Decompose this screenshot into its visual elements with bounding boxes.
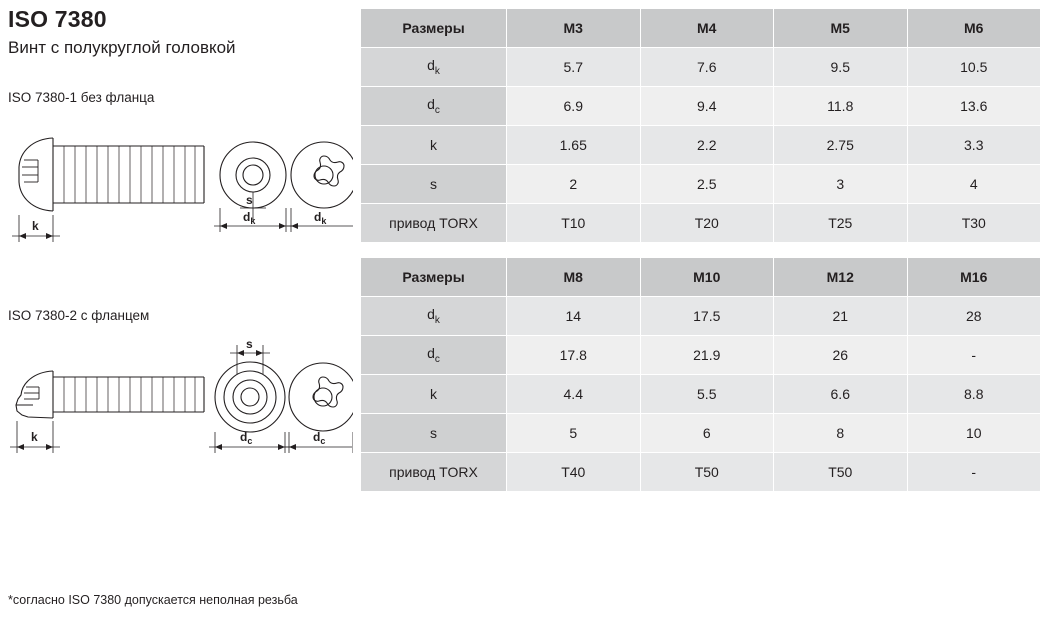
cell-torx-m10: T50 <box>640 453 774 492</box>
dim-label-k-1: k <box>32 219 39 233</box>
row-label-torx-2 <box>361 453 507 492</box>
cell-s-m5: 3 <box>774 165 908 204</box>
cell-dk-m3: 5.7 <box>507 48 641 87</box>
cell-s-m10: 6 <box>640 414 774 453</box>
cell-k-m12: 6.6 <box>774 375 908 414</box>
cell-dc-m12: 26 <box>774 336 908 375</box>
table2-header-m10: M10 <box>640 258 774 297</box>
cell-s-m3: 2 <box>507 165 641 204</box>
table2-header-m16: M16 <box>907 258 1041 297</box>
row-label-torx <box>361 204 507 243</box>
cell-k-m4: 2.2 <box>640 126 774 165</box>
cell-dc-m16: - <box>907 336 1041 375</box>
dim-label-dk-1b: $d_k$ <box>314 210 327 226</box>
row-label-k-text: k <box>430 137 437 153</box>
cell-s-m16: 10 <box>907 414 1041 453</box>
table1-header-m4: M4 <box>640 9 774 48</box>
drawing-2-svg <box>8 335 353 485</box>
row-label-dc-2 <box>361 336 507 375</box>
cell-dk-m4: 7.6 <box>640 48 774 87</box>
table-row <box>361 126 1041 165</box>
cell-k-m8: 4.4 <box>507 375 641 414</box>
table-row <box>361 204 1041 243</box>
cell-torx-m16: - <box>907 453 1041 492</box>
table-row <box>361 87 1041 126</box>
dim-label-k-2: k <box>31 430 38 444</box>
table-row <box>361 336 1041 375</box>
table1-header-m6: M6 <box>907 9 1041 48</box>
row-label-dc2-text: d <box>427 345 435 362</box>
cell-dk-m5: 9.5 <box>774 48 908 87</box>
drawing-iso7380-1 <box>8 120 353 265</box>
cell-s-m6: 4 <box>907 165 1041 204</box>
table-row <box>361 414 1041 453</box>
table1-header-m5: M5 <box>774 9 908 48</box>
cell-dk-m6: 10.5 <box>907 48 1041 87</box>
row-label-torx-text: привод TORX <box>389 215 478 231</box>
table1-header-sizes: Размеры <box>361 9 507 48</box>
dim-label-s-2: s <box>246 337 253 351</box>
table-row <box>361 297 1041 336</box>
cell-dk-m8: 14 <box>507 297 641 336</box>
cell-torx-m3: T10 <box>507 204 641 243</box>
table-row <box>361 453 1041 492</box>
cell-s-m12: 8 <box>774 414 908 453</box>
cell-dk-m10: 17.5 <box>640 297 774 336</box>
dim-label-dk-1: $d_k$ <box>243 210 256 226</box>
cell-dc-m6: 13.6 <box>907 87 1041 126</box>
row-label-k <box>361 126 507 165</box>
row-label-s-text: s <box>430 176 437 192</box>
table-header-row <box>361 9 1041 48</box>
row-label-k-2 <box>361 375 507 414</box>
cell-dc-m10: 21.9 <box>640 336 774 375</box>
cell-k-m16: 8.8 <box>907 375 1041 414</box>
row-label-torx2-text: привод TORX <box>389 464 478 480</box>
cell-torx-m5: T25 <box>774 204 908 243</box>
table1-header-m3: M3 <box>507 9 641 48</box>
dim-label-dc-2: $d_c$ <box>240 430 253 446</box>
cell-torx-m12: T50 <box>774 453 908 492</box>
cell-dc-m5: 11.8 <box>774 87 908 126</box>
row-label-dc-sub: c <box>434 104 440 116</box>
row-label-dk-sub: k <box>434 65 440 77</box>
table-header-row <box>361 258 1041 297</box>
row-label-dc2-sub: c <box>434 353 440 365</box>
cell-dc-m8: 17.8 <box>507 336 641 375</box>
row-label-dk2-text: d <box>427 306 435 323</box>
cell-k-m6: 3.3 <box>907 126 1041 165</box>
cell-k-m5: 2.75 <box>774 126 908 165</box>
spec-table-1 <box>360 8 1041 243</box>
row-label-dk-text: d <box>427 57 435 74</box>
table-row <box>361 165 1041 204</box>
table2-header-m12: M12 <box>774 258 908 297</box>
drawing-1-svg <box>8 120 353 260</box>
cell-dk-m16: 28 <box>907 297 1041 336</box>
variant-label-no-flange: ISO 7380-1 без фланца <box>8 90 155 105</box>
row-label-dk <box>361 48 507 87</box>
row-label-k2-text: k <box>430 386 437 402</box>
dimensions-table-large <box>360 257 1041 492</box>
table2-header-sizes: Размеры <box>361 258 507 297</box>
footnote: *согласно ISO 7380 допускается неполная резьба <box>8 593 298 607</box>
cell-torx-m8: T40 <box>507 453 641 492</box>
row-label-s-2 <box>361 414 507 453</box>
spec-table-2 <box>360 257 1041 492</box>
cell-dk-m12: 21 <box>774 297 908 336</box>
table2-header-m8: M8 <box>507 258 641 297</box>
page-title: ISO 7380 <box>8 6 107 32</box>
dimensions-table-small <box>360 8 1041 243</box>
cell-dc-m4: 9.4 <box>640 87 774 126</box>
left-column <box>8 0 353 624</box>
page-subtitle: Винт с полукруглой головкой <box>8 38 236 57</box>
dim-label-s-1: s <box>246 193 253 207</box>
table-row <box>361 48 1041 87</box>
cell-torx-m4: T20 <box>640 204 774 243</box>
dim-label-dc-2b: $d_c$ <box>313 430 326 446</box>
drawing-iso7380-2 <box>8 335 353 490</box>
row-label-s2-text: s <box>430 425 437 441</box>
variant-label-with-flange: ISO 7380-2 с фланцем <box>8 308 150 323</box>
table-row <box>361 375 1041 414</box>
cell-k-m10: 5.5 <box>640 375 774 414</box>
cell-s-m8: 5 <box>507 414 641 453</box>
cell-s-m4: 2.5 <box>640 165 774 204</box>
cell-dc-m3: 6.9 <box>507 87 641 126</box>
row-label-dk2-sub: k <box>434 314 440 326</box>
row-label-dc-text: d <box>427 96 435 113</box>
cell-k-m3: 1.65 <box>507 126 641 165</box>
row-label-s <box>361 165 507 204</box>
cell-torx-m6: T30 <box>907 204 1041 243</box>
row-label-dk-2 <box>361 297 507 336</box>
row-label-dc <box>361 87 507 126</box>
